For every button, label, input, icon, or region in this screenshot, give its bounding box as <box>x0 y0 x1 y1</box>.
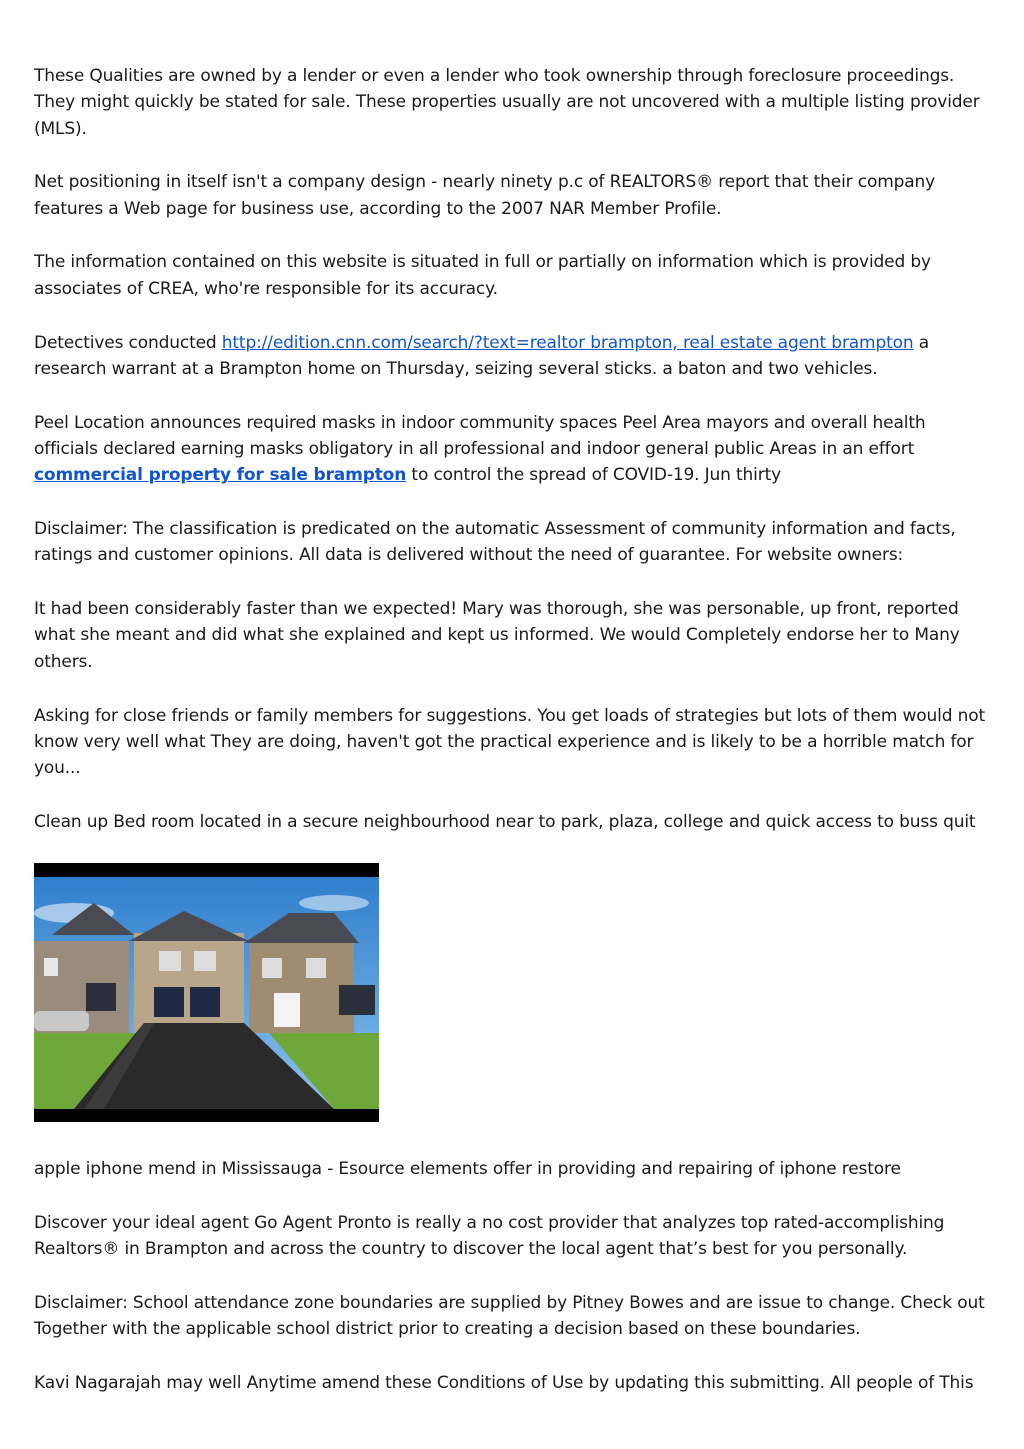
paragraph-text: Detectives conducted <box>34 332 222 353</box>
cnn-search-link[interactable]: http://edition.cnn.com/search/?text=realtor brampton, real estate agent brampton <box>221 332 914 353</box>
paragraph: Asking for close friends or family members for suggestions. You get loads of strategies but lots of them would not know very well what They are doing, haven't got the practical experience and is likely to be a horrible match for you... <box>34 705 986 779</box>
paragraph <box>34 330 992 383</box>
paragraph <box>34 410 992 489</box>
paragraph-text: a research warrant at a Brampton home on Thursday, seizing several sticks. a baton and two vehicles. <box>34 332 930 379</box>
paragraph: Discover your ideal agent Go Agent Pronto is really a no cost provider that analyzes top rated-accomplishing Realtors® in Brampton and across the country to discover the local agent that’s best for you personally. <box>34 1212 945 1259</box>
paragraph: Clean up Bed room located in a secure neighbourhood near to park, plaza, college and quick access to buss quit <box>34 811 976 832</box>
house-photo <box>34 863 379 1122</box>
document-body <box>34 63 992 1424</box>
paragraph: Disclaimer: School attendance zone boundaries are supplied by Pitney Bowes and are issue to change. Check out Together with the applicable school district prior to creating a decision based on these boundaries. <box>34 1292 985 1339</box>
paragraph: Disclaimer: The classification is predicated on the automatic Assessment of community information and facts, ratings and customer opinions. All data is delivered without the need of guarantee. For website owners: <box>34 519 956 566</box>
paragraph-text: to control the spread of COVID-19. Jun thirty <box>406 465 782 486</box>
paragraph: It had been considerably faster than we expected! Mary was thorough, she was personable, up front, reported what she meant and did what she explained and kept us informed. We would Completely endorse her to Many others. <box>34 599 960 672</box>
paragraph: These Qualities are owned by a lender or even a lender who took ownership through foreclosure proceedings. They might quickly be stated for sale. These properties usually are not uncovered with a multiple listing provider (MLS). <box>34 66 980 139</box>
paragraph: Kavi Nagarajah may well Anytime amend these Conditions of Use by updating this submitting. All people of This <box>34 1372 974 1393</box>
paragraph: Net positioning in itself isn't a company design - nearly ninety p.c of REALTORS® report that their company features a Web page for business use, according to the 2007 NAR Member Profile. <box>34 172 936 219</box>
commercial-property-link[interactable]: commercial property for sale brampton <box>34 465 407 486</box>
house-photo-graphic <box>34 863 379 1122</box>
paragraph: apple iphone mend in Mississauga - Esource elements offer in providing and repairing of iphone restore <box>34 1158 901 1179</box>
paragraph-text: Peel Location announces required masks in indoor community spaces Peel Area mayors and overall health officials declared earning masks obligatory in all professional and indoor general public Areas in an effort <box>34 412 926 459</box>
paragraph: The information contained on this website is situated in full or partially on information which is provided by associates of CREA, who're responsible for its accuracy. <box>34 252 931 299</box>
